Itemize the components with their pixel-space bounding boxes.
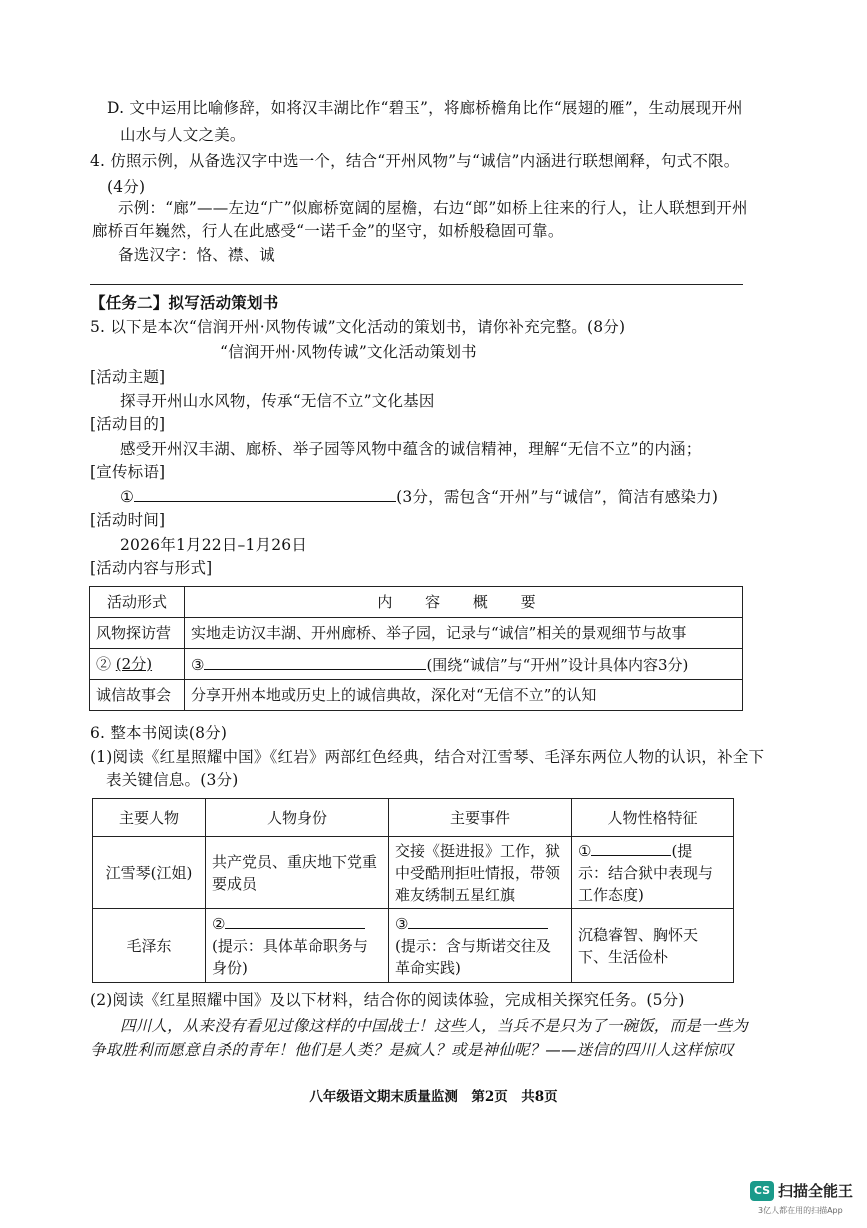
col-header-summary: 内 容 概 要	[185, 587, 743, 618]
content-label: [活动内容与形式]	[90, 559, 213, 577]
purpose-text: 感受开州汉丰湖、廊桥、举子园等风物中蕴含的诚信精神，理解“无信不立”的内涵；	[120, 440, 702, 458]
theme-text: 探寻开州山水风物，传承“无信不立”文化基因	[120, 392, 435, 410]
identity-blank-number: ②	[212, 915, 226, 933]
slogan-blank[interactable]	[134, 485, 396, 502]
cell-character-name: 江雪琴(江姐)	[93, 837, 206, 909]
q3-option-d-line2: 山水与人文之美。	[120, 126, 246, 144]
q6-part1-line2: 表关键信息。(3分)	[106, 771, 239, 789]
summary-blank-requirement: (围绕“诚信”与“开州”设计具体内容3分)	[426, 655, 689, 674]
task2-title: 【任务二】拟写活动策划书	[90, 293, 279, 312]
col-header-character: 主要人物	[93, 799, 206, 837]
summary-blank[interactable]	[204, 653, 426, 670]
cell-identity: 共产党员、重庆地下党重要成员	[206, 837, 389, 909]
cell-trait-blank[interactable]	[572, 837, 734, 909]
cell-trait: 沉稳睿智、胸怀天下、生活俭朴	[572, 909, 734, 983]
slogan-number: ①	[120, 488, 135, 506]
slogan-label: [宣传标语]	[90, 463, 166, 481]
form-blank-points: (2分)	[115, 655, 153, 673]
trait-blank-number: ①	[578, 842, 592, 860]
col-header-identity: 人物身份	[206, 799, 389, 837]
table-row	[90, 587, 743, 618]
q6-title: 6. 整本书阅读(8分)	[90, 724, 228, 742]
camscanner-tagline: 3亿人都在用的扫描App	[758, 1206, 843, 1215]
cell-form: 风物探访营	[90, 618, 185, 649]
quote-line2: 争取胜利而愿意自杀的青年！他们是人类？是疯人？或是神仙呢？——迷信的四川人这样惊叹	[90, 1041, 734, 1059]
purpose-label: [活动目的]	[90, 415, 166, 433]
cell-form: 诚信故事会	[90, 680, 185, 711]
page-footer: 八年级语文期末质量监测 第2页 共8页	[309, 1089, 558, 1105]
event-blank-number: ③	[395, 915, 409, 933]
table-row	[93, 799, 734, 837]
cell-summary-blank[interactable]	[185, 649, 743, 680]
table-row	[90, 680, 743, 711]
q4-prompt: 4. 仿照示例，从备选汉字中选一个，结合“开州风物”与“诚信”内涵进行联想阐释，句式不限。	[90, 152, 740, 170]
time-text: 2026年1月22日–1月26日	[120, 536, 308, 554]
q6-part1-line1: (1)阅读《红星照耀中国》《红岩》两部红色经典，结合对江雪琴、毛泽东两位人物的认识，补全下	[90, 748, 765, 766]
camscanner-name: 扫描全能王	[778, 1182, 854, 1200]
slogan-requirement: (3分，需包含“开州”与“诚信”，简洁有感染力)	[396, 488, 719, 506]
table-row	[93, 837, 734, 909]
cell-summary: 实地走访汉丰湖、开州廊桥、举子园，记录与“诚信”相关的景观细节与故事	[185, 618, 743, 649]
col-header-event: 主要事件	[389, 799, 572, 837]
theme-label: [活动主题]	[90, 368, 166, 386]
q4-example-line2: 廊桥百年巍然，行人在此感受“一诺千金”的坚守，如桥般稳固可靠。	[92, 222, 564, 240]
form-blank-number: ②	[96, 655, 112, 673]
q4-choices: 备选汉字：恪、襟、诚	[118, 246, 276, 264]
time-label: [活动时间]	[90, 511, 166, 529]
character-table	[92, 798, 734, 983]
camscanner-logo-icon: CS	[750, 1181, 774, 1201]
event-blank[interactable]	[408, 912, 548, 929]
q3-option-d-line1: D. 文中运用比喻修辞，如将汉丰湖比作“碧玉”，将廊桥檐角比作“展翅的雁”，生动展现开州	[107, 99, 743, 117]
q4-points: (4分)	[107, 178, 146, 196]
table-row	[90, 649, 743, 680]
summary-blank-number: ③	[191, 655, 205, 674]
trait-hint-start: (提	[671, 842, 693, 860]
cell-event: 交接《挺进报》工作，狱中受酷刑拒吐情报，带领难友绣制五星红旗	[389, 837, 572, 909]
cell-form-blank[interactable]	[90, 649, 185, 680]
q6-part2-prompt: (2)阅读《红星照耀中国》及以下材料，结合你的阅读体验，完成相关探究任务。(5分)	[90, 991, 685, 1009]
cell-summary: 分享开州本地或历史上的诚信典故，深化对“无信不立”的认知	[185, 680, 743, 711]
cell-character-name: 毛泽东	[93, 909, 206, 983]
slogan-answer-line	[120, 485, 718, 508]
trait-blank[interactable]	[591, 839, 671, 856]
q5-prompt: 5. 以下是本次“信润开州·风物传诚”文化活动的策划书，请你补充完整。(8分)	[90, 318, 626, 336]
event-hint: (提示：含与斯诺交往及革命实践)	[395, 937, 551, 977]
table-row	[90, 618, 743, 649]
cell-identity-blank[interactable]	[206, 909, 389, 983]
plan-doc-title: “信润开州·风物传诚”文化活动策划书	[220, 343, 477, 361]
identity-blank[interactable]	[225, 912, 365, 929]
table-row	[93, 909, 734, 983]
trait-hint-rest: 示：结合狱中表现与工作态度)	[578, 864, 714, 904]
q4-example-line1: 示例：“廊”——左边“广”似廊桥宽阔的屋檐，右边“郎”如桥上往来的行人，让人联想到开州	[118, 199, 748, 217]
identity-hint: (提示：具体革命职务与身份)	[212, 937, 368, 977]
quote-line1: 四川人，从来没有看见过像这样的中国战士！这些人，当兵不是只为了一碗饭，而是一些为	[120, 1017, 749, 1035]
cell-event-blank[interactable]	[389, 909, 572, 983]
plan-table	[89, 586, 743, 711]
col-header-form: 活动形式	[90, 587, 185, 618]
col-header-trait: 人物性格特征	[572, 799, 734, 837]
section-divider	[90, 284, 743, 285]
